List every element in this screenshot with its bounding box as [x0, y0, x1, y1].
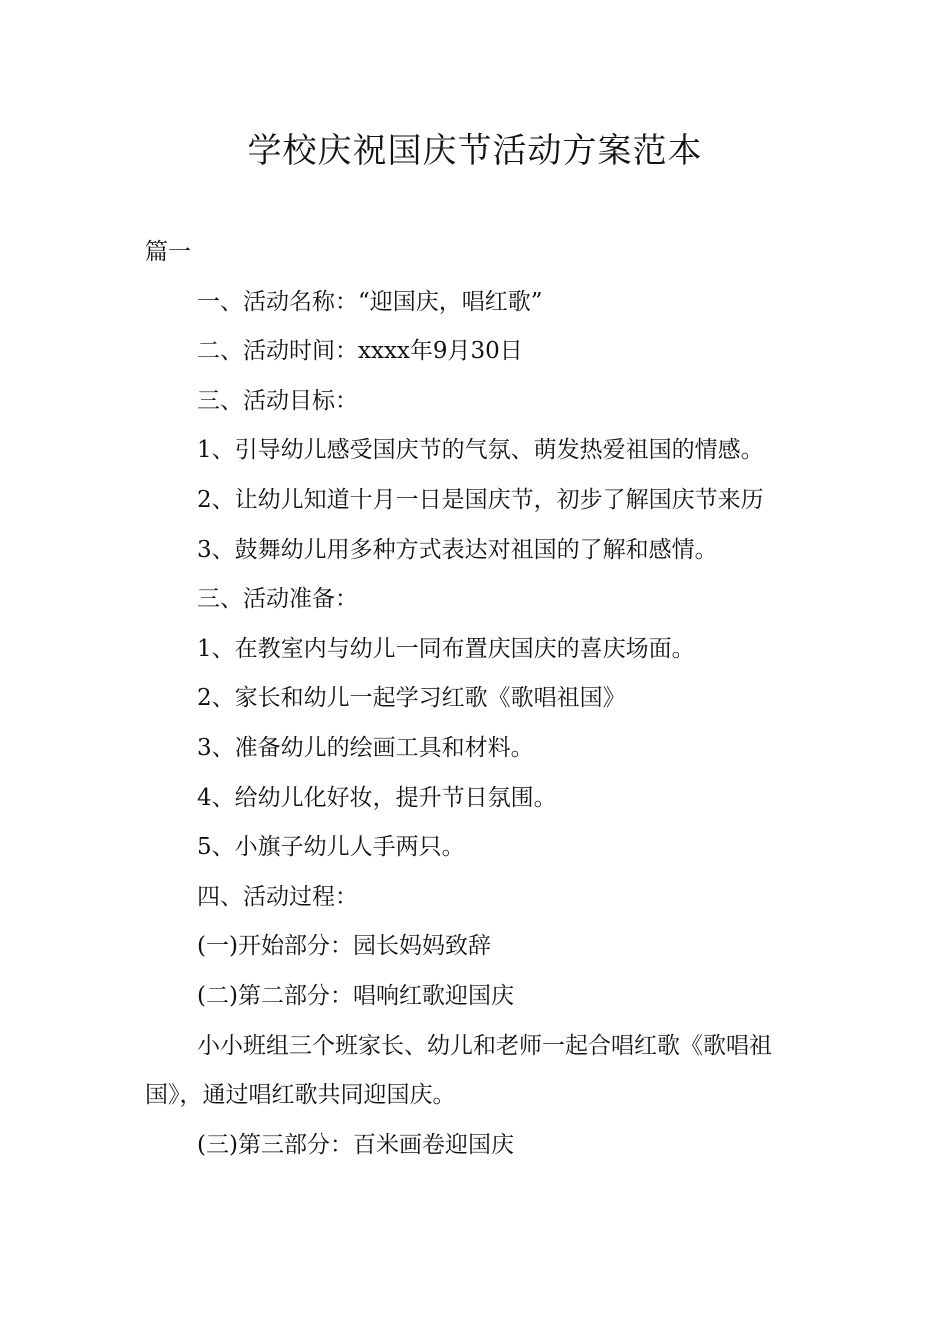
paragraph-prep-1: 1、在教室内与幼儿一同布置庆国庆的喜庆场面。 — [197, 635, 695, 662]
paragraph-process-part-1: (一)开始部分：园长妈妈致辞 — [197, 933, 491, 960]
paragraph-activity-time: 二、活动时间：xxxx年9月30日 — [197, 338, 523, 365]
paragraph-goal-1: 1、引导幼儿感受国庆节的气氛、萌发热爱祖国的情感。 — [197, 437, 764, 464]
paragraph-prep-2: 2、家长和幼儿一起学习红歌《歌唱祖国》 — [197, 685, 626, 712]
paragraph-prep-5: 5、小旗子幼儿人手两只。 — [197, 834, 465, 861]
paragraph-prep-4: 4、给幼儿化好妆，提升节日氛围。 — [197, 784, 557, 811]
paragraph-goal-3: 3、鼓舞幼儿用多种方式表达对祖国的了解和感情。 — [197, 536, 718, 563]
document-body — [145, 228, 810, 1170]
paragraph-activity-name: 一、活动名称：“迎国庆，唱红歌” — [197, 288, 543, 315]
paragraph-process-part-3: (三)第三部分：百米画卷迎国庆 — [197, 1131, 514, 1158]
paragraph-process-part-2: (二)第二部分：唱响红歌迎国庆 — [197, 982, 514, 1009]
paragraph-process-heading: 四、活动过程： — [197, 883, 358, 910]
paragraph-goal-2: 2、让幼儿知道十月一日是国庆节，初步了解国庆节来历 — [197, 486, 764, 513]
paragraph-prep-heading: 三、活动准备： — [197, 586, 358, 613]
paragraph-prep-3: 3、准备幼儿的绘画工具和材料。 — [197, 734, 534, 761]
section-label: 篇一 — [145, 239, 191, 265]
document-title: 学校庆祝国庆节活动方案范本 — [247, 131, 703, 171]
paragraph-goals-heading: 三、活动目标： — [197, 387, 358, 414]
paragraph-process-part-2-detail: 小小班组三个班家长、幼儿和老师一起合唱红歌《歌唱祖国》，通过唱红歌共同迎国庆。 — [145, 1032, 772, 1109]
